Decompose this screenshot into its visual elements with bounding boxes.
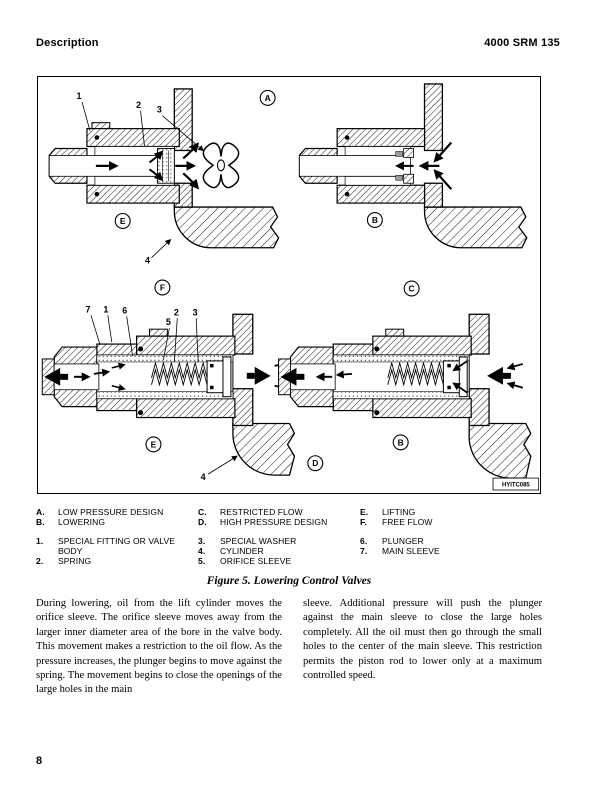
drawing-number: HYITC085 [501, 482, 530, 489]
legend-item-e [360, 507, 510, 517]
header-manual-code: 4000 SRM 135 [484, 37, 560, 49]
callout-circle-b-top [367, 213, 382, 228]
svg-text:B: B [371, 214, 378, 225]
callout-number-3-top: 3 [156, 104, 162, 115]
valve-view-top-right-lowering [299, 84, 526, 296]
legend-item-f [360, 517, 510, 527]
svg-text:F: F [159, 282, 165, 293]
legend-label: PLUNGER [382, 536, 424, 546]
callout-number-3-bottom: 3 [192, 307, 198, 318]
legend-item-7 [360, 546, 510, 556]
body-text-right-column: sleeve. Additional pressure will push the plunger against the main sleeve to close the large holes completely. All the oil must then go through the small holes to the center of the main sleeve. This restriction permits the piston rod to lower only at a maximum controlled speed. [303, 598, 542, 682]
callout-number-2-top: 2 [136, 99, 142, 110]
legend-key: D. [198, 517, 207, 527]
legend-label: LIFTING [382, 507, 416, 517]
callout-number-1-top: 1 [76, 90, 82, 101]
callout-circle-e-top [115, 214, 130, 229]
legend-key: 3. [198, 536, 206, 546]
legend-label: CYLINDER [220, 546, 264, 556]
legend-item-a [36, 507, 196, 517]
figure-caption: Figure 5. Lowering Control Valves [206, 575, 372, 587]
legend-item-1 [36, 536, 196, 556]
legend-column-2 [198, 507, 358, 566]
figure-diagram-box [37, 76, 541, 494]
legend-key: 2. [36, 556, 44, 566]
callout-number-1-bottom: 1 [103, 304, 109, 315]
legend-item-6 [360, 536, 510, 546]
legend-key: 6. [360, 536, 368, 546]
body-text-left-column: During lowering, oil from the lift cylinder moves the orifice sleeve. The orifice sleeve moves away from the larger inner diameter area of the bore in the valve body. This movement makes a restriction to the oil flow. As the pressure increases, the plunger begins to move against the spring. The movement begins to close the openings of the large holes in the main [36, 598, 282, 696]
valve-view-bottom-left-lifting [42, 304, 294, 482]
legend-label: SPECIAL FITTING OR VALVE BODY [58, 536, 176, 556]
callout-number-2-bottom: 2 [173, 307, 179, 318]
legend-key: B. [36, 517, 45, 527]
legend-label: FREE FLOW [382, 517, 433, 527]
page-number: 8 [36, 755, 43, 767]
legend-key: 1. [36, 536, 44, 546]
header-section-title: Description [36, 37, 99, 49]
legend-item-b [36, 517, 196, 527]
legend-label: LOWERING [58, 517, 106, 527]
valve-view-top-left-lifting [49, 89, 278, 295]
callout-circle-f [155, 280, 170, 295]
legend-item-3 [198, 536, 358, 546]
legend-label: ORIFICE SLEEVE [220, 556, 292, 566]
legend-key: A. [36, 507, 45, 517]
svg-text:D: D [312, 458, 319, 469]
callout-circle-d [308, 456, 323, 471]
callout-number-6: 6 [122, 305, 128, 316]
callout-circle-a [260, 90, 275, 105]
svg-text:E: E [150, 439, 157, 450]
legend-label: LOW PRESSURE DESIGN [58, 507, 164, 517]
callout-number-4-top: 4 [145, 255, 151, 266]
legend-item-c [198, 507, 358, 517]
legend-key: E. [360, 507, 369, 517]
legend-key: 5. [198, 556, 206, 566]
drawing-number-tag [493, 478, 539, 490]
callout-circle-c [404, 281, 419, 296]
legend-label: HIGH PRESSURE DESIGN [220, 517, 328, 527]
callout-number-4-bottom: 4 [200, 472, 206, 483]
legend-item-5 [198, 556, 358, 566]
legend-label: MAIN SLEEVE [382, 546, 440, 556]
legend-column-3 [360, 507, 510, 556]
legend-item-4 [198, 546, 358, 556]
legend-item-2 [36, 556, 196, 566]
svg-text:B: B [397, 437, 404, 448]
legend-item-d [198, 517, 358, 527]
callout-number-7: 7 [85, 304, 91, 315]
legend-label: RESTRICTED FLOW [220, 507, 303, 517]
legend-key: 7. [360, 546, 368, 556]
svg-text:C: C [408, 283, 415, 294]
legend-key: F. [360, 517, 367, 527]
callout-number-5: 5 [165, 317, 171, 328]
legend-label: SPECIAL WASHER [220, 536, 297, 546]
svg-text:E: E [119, 215, 126, 226]
legend-label: SPRING [58, 556, 92, 566]
callout-circle-e-bottom [146, 437, 161, 452]
valve-view-bottom-right-lowering [279, 314, 531, 478]
callout-circle-b-bottom [393, 435, 408, 450]
legend-column-1 [36, 507, 196, 566]
legend-key: 4. [198, 546, 206, 556]
svg-text:A: A [264, 92, 271, 103]
legend-key: C. [198, 507, 207, 517]
valve-cross-section-diagram [38, 77, 539, 492]
figure-legend [0, 507, 612, 573]
